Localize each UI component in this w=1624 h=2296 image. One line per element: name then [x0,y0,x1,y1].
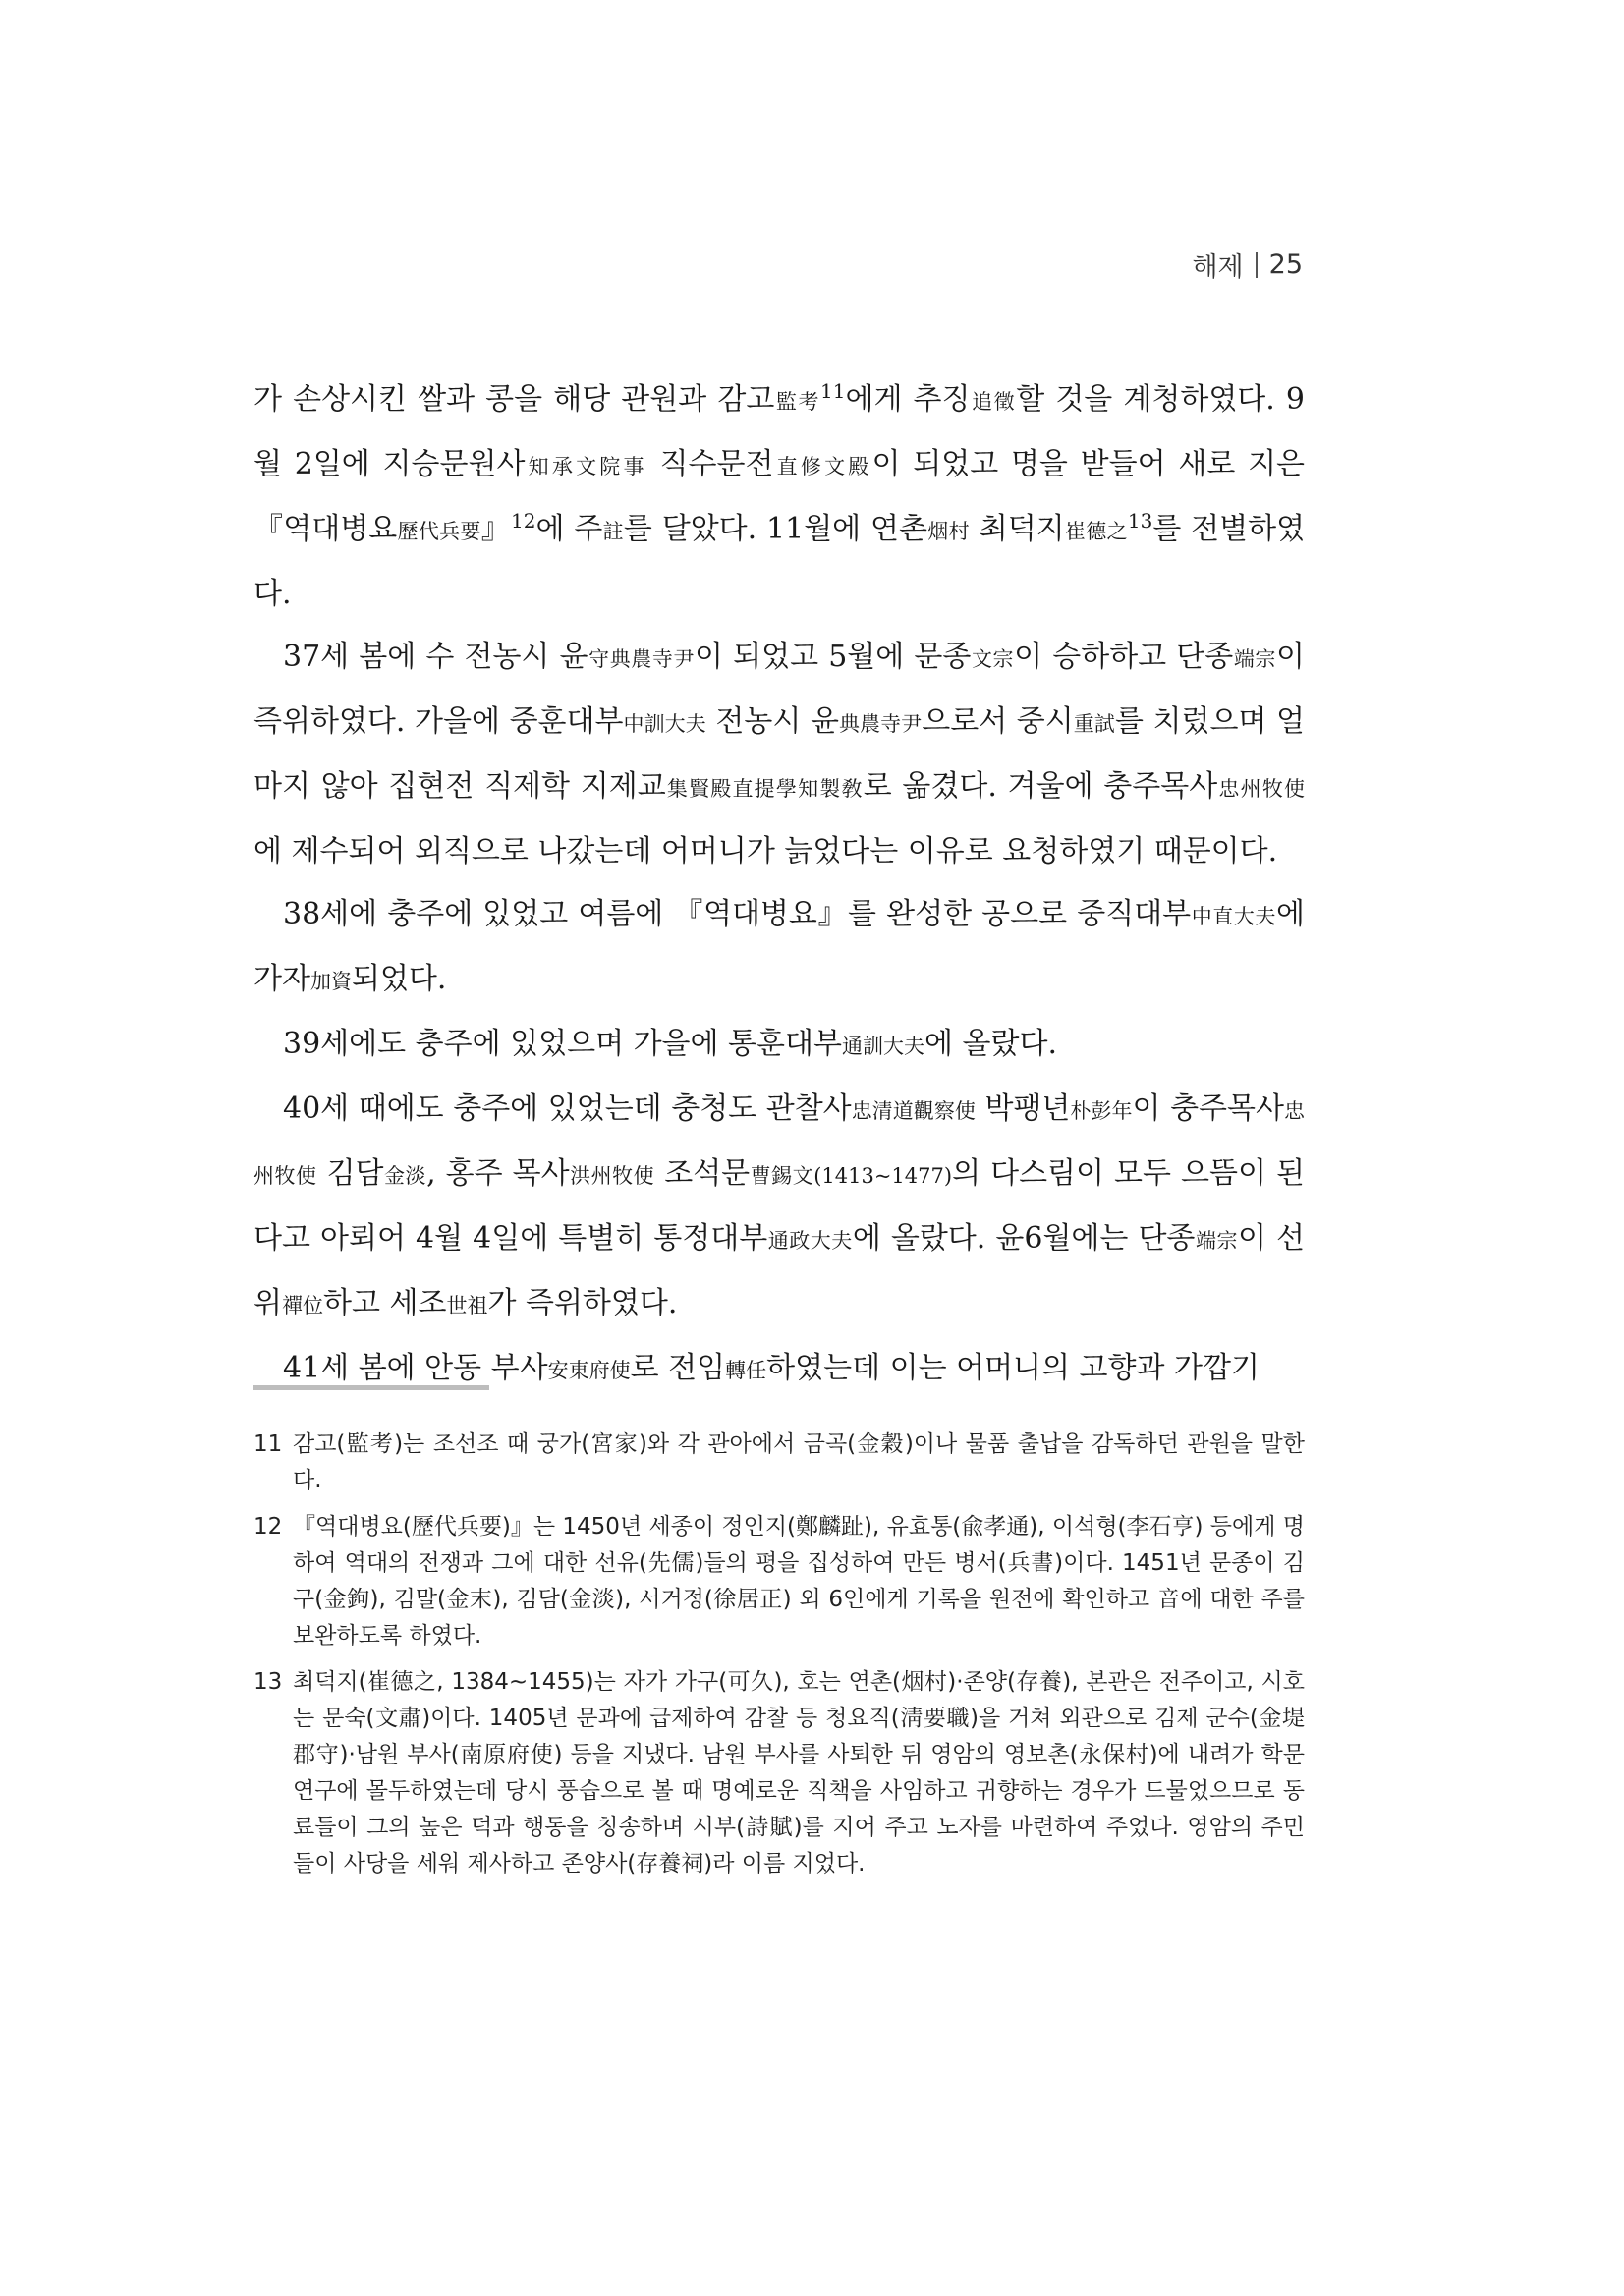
hanja-gloss: 忠州牧使 [253,1099,1306,1188]
text-run: 를 전별하였다. [253,512,1306,611]
text-run: 이 되었고 명을 받들어 새로 지은 『역대병요 [253,447,1306,546]
footnote-number: 13 [253,1669,283,1695]
text-run: 으로서 중시 [922,704,1074,739]
paragraph [253,1013,1305,1078]
footnote-divider [253,1385,489,1390]
text-run: 김담 [316,1156,384,1191]
text-run: 로 옮겼다. 겨울에 충주목사 [863,769,1218,804]
text-run: 박팽년 [975,1092,1071,1126]
text-run: 하고 세조 [322,1286,447,1320]
text-run: 전농시 윤 [705,704,839,739]
text-run: 』 [480,512,512,546]
text-run: 40세 때에도 충주에 있었는데 충청도 관찰사 [283,1092,852,1126]
hanja-gloss: 知承文院事 [525,455,647,478]
hanja-gloss: 加資 [309,970,352,993]
text-run: 가 손상시킨 쌀과 콩을 해당 관원과 감고 [253,382,775,417]
hanja-gloss: 曹錫文 [750,1164,814,1188]
text-run: 이 선위 [253,1221,1306,1320]
text-run: 이 되었고 5월에 문종 [695,640,972,674]
footnote-text: 최덕지(崔德之, 1384~1455)는 자가 가구(可久), 호는 연촌(烟村)·존양(存養), 본관은 전주이고, 시호는 문숙(文肅)이다. 1405년 문과에 급제하여 감찰 등 청요직(淸要職)을 거쳐 외관으로 김제 군수(金堤郡守)·남원 부사(南原府使) 등을 지냈다. 남원 부사를 사퇴한 뒤 영암의 영보촌(永保村)에 내려가 학문연구에 몰두하였는데 당시 풍습으로 볼 때 명예로운 직책을 사임하고 귀향하는 경우가 드물었으므로 동료들이 그의 높은 덕과 행동을 칭송하며 시부(詩賦)를 지어 주고 노자를 마련하여 주었다. 영암의 주민들이 사당을 세워 제사하고 존양사(存養祠)라 이름 지었다. [293,1669,1305,1876]
hanja-gloss: 守典農寺尹 [588,647,696,671]
hanja-gloss: 直修文殿 [773,455,872,478]
header-separator [1256,252,1258,278]
hanja-gloss: 通政大夫 [767,1229,853,1253]
hanja-gloss: (1413~1477) [813,1164,953,1188]
footnote-ref: 12 [511,509,536,532]
hanja-gloss: 中訓大夫 [623,712,706,736]
text-run: 할 것을 계청하였다. 9월 2일에 지승문원사 [253,382,1306,481]
hanja-gloss: 洪州牧使 [569,1164,655,1188]
text-run: 38세에 충주에 있었고 여름에 『역대병요』를 완성한 공으로 중직대부 [283,897,1192,931]
text-run: 이 즉위하였다. 가을에 중훈대부 [253,640,1305,739]
hanja-gloss: 崔德之 [1064,520,1128,543]
text-run: 37세 봄에 수 전농시 윤 [283,640,588,674]
text-run: 에 주 [535,512,603,546]
hanja-gloss: 轉任 [725,1359,767,1382]
hanja-gloss: 忠清道觀察使 [851,1099,976,1123]
text-run: 를 달았다. 11월에 연촌 [623,512,927,546]
text-run: 직수문전 [646,447,774,481]
hanja-gloss: 集賢殿直提學知製敎 [665,777,864,801]
footnote-number: 11 [253,1431,283,1457]
footnote-ref: 13 [1127,509,1153,532]
hanja-gloss: 中直大夫 [1191,905,1277,928]
text-run: 39세에도 충주에 있었으며 가을에 통훈대부 [283,1027,842,1061]
header-section-title: 해제 [1192,252,1244,283]
hanja-gloss: 重試 [1073,712,1115,736]
text-run: 되었다. [351,962,447,996]
hanja-gloss: 端宗 [1195,1229,1238,1253]
body-text [253,368,1305,1402]
paragraph [253,1078,1305,1337]
paragraph [253,1337,1305,1402]
hanja-gloss: 註 [602,520,624,543]
text-run: 에 가자 [253,897,1306,996]
text-run: 에 올랐다. [924,1027,1057,1061]
footnote [253,1509,1305,1654]
text-run: , 홍주 목사 [426,1156,570,1191]
footnote [253,1664,1305,1882]
paragraph [253,368,1305,626]
footnotes [253,1427,1305,1892]
hanja-gloss: 朴彭年 [1070,1099,1133,1123]
footnote-text: 『역대병요(歷代兵要)』는 1450년 세종이 정인지(鄭麟趾), 유효통(兪孝通), 이석형(李石亨) 등에게 명하여 역대의 전쟁과 그에 대한 선유(先儒)들의 평을 집성하여 만든 병서(兵書)이다. 1451년 문종이 김구(金鉤), 김말(金末), 김담(金淡), 서거정(徐居正) 외 6인에게 기록을 원전에 확인하고 音에 대한 주를 보완하도록 하였다. [293,1514,1305,1649]
text-run: 를 치렀으며 얼마지 않아 집현전 직제학 지제교 [253,704,1306,804]
hanja-gloss: 安東府使 [547,1359,631,1382]
text-run: 조석문 [654,1156,751,1191]
paragraph [253,626,1305,883]
paragraph [253,883,1305,1013]
hanja-gloss: 追徵 [970,390,1017,414]
text-run: 최덕지 [969,512,1065,546]
footnote-number: 12 [253,1514,283,1540]
hanja-gloss: 端宗 [1233,647,1276,671]
text-run: 에게 추징 [845,382,971,417]
running-header [1192,246,1303,284]
hanja-gloss: 忠州牧使 [1217,777,1306,801]
hanja-gloss: 世祖 [446,1294,488,1317]
hanja-gloss: 歷代兵要 [397,520,481,543]
hanja-gloss: 文宗 [971,647,1015,671]
footnote-ref: 11 [820,379,846,403]
footnote [253,1427,1305,1499]
text-run: 하였는데 이는 어머니의 고향과 가깝기 [766,1351,1260,1385]
text-run: 가 즉위하였다. [487,1286,678,1320]
hanja-gloss: 烟村 [926,520,970,543]
text-run: 41세 봄에 안동 부사 [283,1351,548,1385]
text-run: 의 다스림이 모두 으뜸이 된다고 아뢰어 4월 4일에 특별히 통정대부 [253,1156,1306,1256]
text-run: 이 승하하고 단종 [1014,640,1234,674]
hanja-gloss: 通訓大夫 [841,1035,924,1058]
text-run: 로 전임 [630,1351,726,1385]
text-run: 에 올랐다. 윤6월에는 단종 [852,1221,1196,1256]
footnote-text: 감고(監考)는 조선조 때 궁가(宮家)와 각 관아에서 금곡(金穀)이나 물품 출납을 감독하던 관원을 말한다. [293,1431,1305,1493]
text-run: 에 제수되어 외직으로 나갔는데 어머니가 늙었다는 이유로 요청하였기 때문이다. [253,834,1278,868]
text-run: 이 충주목사 [1132,1092,1284,1126]
hanja-gloss: 禪位 [281,1294,323,1317]
hanja-gloss: 監考 [774,390,821,414]
page-number: 25 [1268,250,1303,280]
hanja-gloss: 金淡 [383,1164,427,1188]
hanja-gloss: 典農寺尹 [838,712,923,736]
